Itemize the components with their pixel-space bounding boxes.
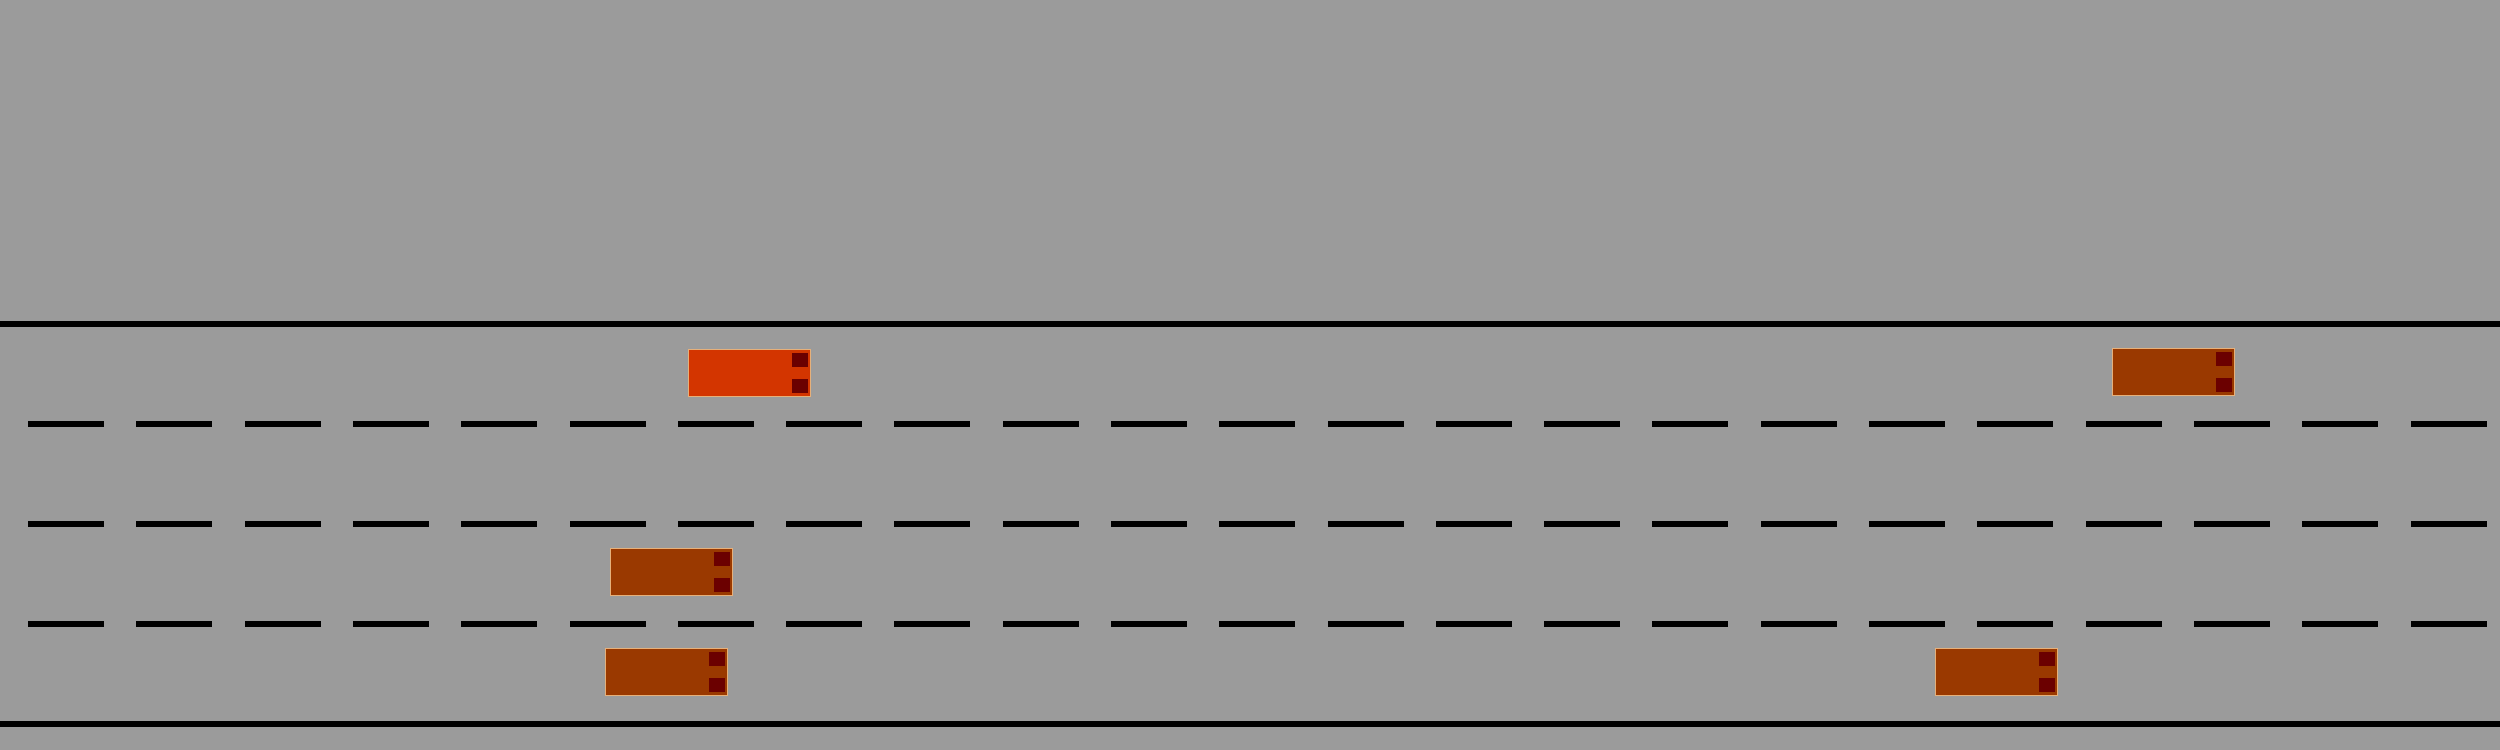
lane-dash bbox=[2194, 421, 2270, 427]
traffic-car bbox=[1935, 648, 2058, 696]
tail-light bbox=[709, 678, 725, 692]
lane-dash bbox=[894, 421, 970, 427]
lane-dash bbox=[245, 621, 321, 627]
lane-dash bbox=[1977, 621, 2053, 627]
lane-dash bbox=[1328, 421, 1404, 427]
lane-dash bbox=[28, 521, 104, 527]
lane-dash bbox=[1111, 421, 1187, 427]
tail-light bbox=[792, 353, 808, 367]
lane-dash bbox=[1219, 621, 1295, 627]
lane-dash bbox=[1328, 521, 1404, 527]
lane-divider-1 bbox=[0, 421, 2500, 427]
lane-dash bbox=[678, 421, 754, 427]
lane-dash bbox=[353, 421, 429, 427]
lane-dash bbox=[1003, 421, 1079, 427]
lane-dash bbox=[2086, 621, 2162, 627]
tail-light bbox=[709, 652, 725, 666]
traffic-car bbox=[2112, 348, 2235, 396]
lane-dash bbox=[894, 521, 970, 527]
lane-dash bbox=[1003, 621, 1079, 627]
lane-dash bbox=[570, 521, 646, 527]
lane-dash bbox=[1003, 521, 1079, 527]
lane-divider-2 bbox=[0, 521, 2500, 527]
lane-dash bbox=[678, 621, 754, 627]
lane-dash bbox=[786, 621, 862, 627]
tail-light bbox=[2216, 352, 2232, 366]
lane-dash bbox=[461, 521, 537, 527]
tail-light bbox=[714, 578, 730, 592]
lane-dash bbox=[1219, 421, 1295, 427]
road-edge-bottom bbox=[0, 721, 2500, 727]
lane-dash bbox=[1977, 521, 2053, 527]
lane-dash bbox=[2302, 521, 2378, 527]
traffic-car bbox=[605, 648, 728, 696]
tail-light bbox=[792, 379, 808, 393]
lane-dash bbox=[2411, 421, 2487, 427]
lane-dash bbox=[461, 421, 537, 427]
lane-dash bbox=[1761, 621, 1837, 627]
lane-dash bbox=[2302, 421, 2378, 427]
tail-light bbox=[714, 552, 730, 566]
lane-dash bbox=[2411, 521, 2487, 527]
lane-dash bbox=[1544, 521, 1620, 527]
lane-dash bbox=[1652, 621, 1728, 627]
lane-dash bbox=[894, 621, 970, 627]
lane-dash bbox=[1328, 621, 1404, 627]
lane-dash bbox=[1869, 621, 1945, 627]
traffic-car bbox=[610, 548, 733, 596]
lane-dash bbox=[245, 421, 321, 427]
lane-dash bbox=[1219, 521, 1295, 527]
tail-light bbox=[2039, 652, 2055, 666]
lane-dash bbox=[353, 621, 429, 627]
lane-dash bbox=[570, 621, 646, 627]
lane-dash bbox=[353, 521, 429, 527]
lane-dash bbox=[136, 521, 212, 527]
tail-light bbox=[2216, 378, 2232, 392]
lane-dash bbox=[2086, 521, 2162, 527]
lane-dash bbox=[1436, 621, 1512, 627]
lane-dash bbox=[1652, 421, 1728, 427]
lane-dash bbox=[1544, 621, 1620, 627]
lane-dash bbox=[1761, 421, 1837, 427]
lane-dash bbox=[1436, 521, 1512, 527]
lane-dash bbox=[136, 421, 212, 427]
lane-dash bbox=[461, 621, 537, 627]
lane-dash bbox=[2302, 621, 2378, 627]
lane-dash bbox=[786, 421, 862, 427]
lane-dash bbox=[1111, 521, 1187, 527]
lane-divider-3 bbox=[0, 621, 2500, 627]
road-edge-top bbox=[0, 321, 2500, 327]
lane-dash bbox=[1761, 521, 1837, 527]
lane-dash bbox=[136, 621, 212, 627]
lane-dash bbox=[245, 521, 321, 527]
lane-dash bbox=[2194, 621, 2270, 627]
tail-light bbox=[2039, 678, 2055, 692]
lane-dash bbox=[678, 521, 754, 527]
lane-dash bbox=[1652, 521, 1728, 527]
lane-dash bbox=[1436, 421, 1512, 427]
ego-car bbox=[688, 349, 811, 397]
lane-dash bbox=[570, 421, 646, 427]
lane-dash bbox=[2086, 421, 2162, 427]
lane-dash bbox=[28, 621, 104, 627]
lane-dash bbox=[1869, 521, 1945, 527]
lane-dash bbox=[2194, 521, 2270, 527]
lane-dash bbox=[28, 421, 104, 427]
lane-dash bbox=[786, 521, 862, 527]
lane-dash bbox=[1111, 621, 1187, 627]
lane-dash bbox=[1544, 421, 1620, 427]
lane-dash bbox=[1869, 421, 1945, 427]
lane-dash bbox=[2411, 621, 2487, 627]
lane-dash bbox=[1977, 421, 2053, 427]
